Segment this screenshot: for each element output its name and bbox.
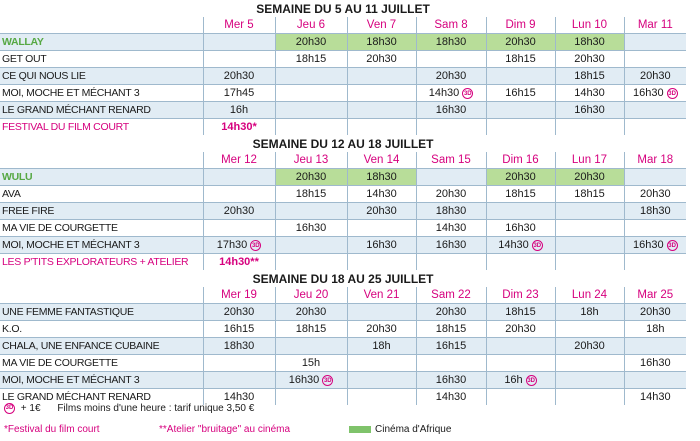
showtime-cell bbox=[416, 169, 486, 186]
showtime-cell bbox=[203, 85, 275, 102]
showtime-cell bbox=[624, 220, 686, 237]
showtime: 14h30* bbox=[221, 121, 257, 133]
showtime: 14h30** bbox=[219, 256, 259, 268]
film-title: LE GRAND MÉCHANT RENARD bbox=[0, 102, 203, 119]
film-row bbox=[0, 237, 686, 254]
showtime: 16h30 bbox=[640, 357, 671, 369]
showtime: 20h30 bbox=[640, 188, 671, 200]
showtime-cell bbox=[347, 169, 416, 186]
showtime: 14h30 bbox=[223, 391, 255, 403]
africa-swatch bbox=[349, 426, 371, 433]
film-row bbox=[0, 304, 686, 321]
showtime-cell bbox=[624, 169, 686, 186]
day-header: Lun 17 bbox=[555, 152, 624, 169]
showtime-cell bbox=[486, 34, 555, 51]
showtime-cell bbox=[275, 85, 347, 102]
showtime: 20h30 bbox=[366, 323, 397, 335]
film-row bbox=[0, 338, 686, 355]
showtime: 14h30 bbox=[498, 239, 529, 251]
week-header-row bbox=[0, 270, 686, 287]
showtime: 16h bbox=[504, 374, 523, 386]
showtime-cell bbox=[624, 389, 686, 406]
showtime-cell bbox=[203, 372, 275, 389]
africa-note: Cinéma d'Afrique bbox=[375, 424, 452, 435]
day-header-spacer bbox=[0, 17, 203, 34]
showtime-cell bbox=[555, 220, 624, 237]
showtime: 20h30 bbox=[435, 70, 467, 82]
film-title: WULU bbox=[0, 169, 203, 186]
showtime: 18h15 bbox=[574, 70, 605, 82]
film-title: AVA bbox=[0, 186, 203, 203]
showtime-cell bbox=[347, 338, 416, 355]
showtime: 20h30 bbox=[295, 306, 327, 318]
showtime: 16h bbox=[229, 104, 249, 116]
week-title: SEMAINE DU 18 AU 25 JUILLET bbox=[0, 270, 686, 287]
showtime-cell bbox=[624, 119, 686, 136]
showtime-cell bbox=[203, 254, 275, 271]
showtime-cell bbox=[624, 51, 686, 68]
showtime: 16h15 bbox=[505, 87, 536, 99]
showtime-cell bbox=[416, 186, 486, 203]
3d-badge-icon: 3D bbox=[526, 375, 537, 386]
showtime-cell bbox=[486, 169, 555, 186]
showtime-cell bbox=[275, 119, 347, 136]
showtime-cell bbox=[416, 203, 486, 220]
showtime-cell bbox=[486, 203, 555, 220]
day-header: Dim 16 bbox=[486, 152, 555, 169]
week-title: SEMAINE DU 12 AU 18 JUILLET bbox=[0, 135, 686, 152]
showtime-cell bbox=[555, 85, 624, 102]
legend-line-1 bbox=[4, 403, 254, 414]
showtime-cell bbox=[203, 220, 275, 237]
showtime-cell bbox=[347, 372, 416, 389]
day-header-spacer bbox=[0, 152, 203, 169]
showtime-cell bbox=[555, 34, 624, 51]
day-header: Sam 15 bbox=[416, 152, 486, 169]
showtime: 16h30 bbox=[295, 222, 327, 234]
showtime: 16h30 bbox=[633, 239, 664, 251]
showtime: 20h30 bbox=[435, 306, 467, 318]
showtime: 20h30 bbox=[295, 36, 327, 48]
showtime-cell bbox=[347, 102, 416, 119]
showtime: 20h30 bbox=[223, 70, 255, 82]
showtime: 20h30 bbox=[223, 306, 255, 318]
showtime: 16h30 bbox=[435, 239, 467, 251]
showtime: 18h30 bbox=[435, 205, 467, 217]
showtime: 18h30 bbox=[366, 171, 397, 183]
showtime: 20h30 bbox=[574, 171, 605, 183]
day-header-row bbox=[0, 152, 686, 169]
showtime: 16h30 bbox=[505, 222, 536, 234]
showtime-cell bbox=[347, 237, 416, 254]
film-row bbox=[0, 372, 686, 389]
showtime-cell bbox=[555, 321, 624, 338]
showtime-cell bbox=[624, 203, 686, 220]
3d-badge-icon: 3D bbox=[322, 375, 333, 386]
showtime-cell bbox=[416, 372, 486, 389]
day-header: Mer 5 bbox=[203, 17, 275, 34]
showtime: 18h bbox=[580, 306, 599, 318]
showtime-cell bbox=[347, 304, 416, 321]
showtime-cell bbox=[275, 338, 347, 355]
showtime-cell bbox=[347, 186, 416, 203]
showtime-cell bbox=[624, 85, 686, 102]
showtime-cell bbox=[347, 254, 416, 271]
showtime-cell bbox=[203, 237, 275, 254]
showtime-cell bbox=[203, 102, 275, 119]
film-row bbox=[0, 254, 686, 271]
day-header: Ven 21 bbox=[347, 287, 416, 304]
showtime-cell bbox=[275, 372, 347, 389]
showtime: 20h30 bbox=[366, 205, 397, 217]
day-header: Sam 22 bbox=[416, 287, 486, 304]
showtime-cell bbox=[486, 338, 555, 355]
day-header: Sam 8 bbox=[416, 17, 486, 34]
showtime: 18h30 bbox=[574, 36, 605, 48]
showtime: 18h15 bbox=[505, 53, 536, 65]
film-row bbox=[0, 355, 686, 372]
showtime-cell bbox=[486, 237, 555, 254]
showtime: 16h30 bbox=[435, 104, 467, 116]
film-row bbox=[0, 51, 686, 68]
showtime: 16h30 bbox=[366, 239, 397, 251]
showtime-cell bbox=[624, 102, 686, 119]
3d-badge-icon: 3D bbox=[532, 240, 543, 251]
showtime: 16h30 bbox=[288, 374, 320, 386]
day-header-row bbox=[0, 287, 686, 304]
showtime: 18h bbox=[372, 340, 391, 352]
day-header: Mer 19 bbox=[203, 287, 275, 304]
film-title: UNE FEMME FANTASTIQUE bbox=[0, 304, 203, 321]
film-row bbox=[0, 119, 686, 136]
showtime-cell bbox=[203, 338, 275, 355]
day-header: Ven 7 bbox=[347, 17, 416, 34]
showtime: 18h30 bbox=[223, 340, 255, 352]
short-films-note: Films moins d'une heure : tarif unique 3,50 € bbox=[57, 403, 255, 415]
showtime-cell bbox=[275, 304, 347, 321]
showtime-cell bbox=[347, 34, 416, 51]
showtime-cell bbox=[275, 254, 347, 271]
3d-badge-icon: 3D bbox=[667, 88, 678, 99]
film-row bbox=[0, 68, 686, 85]
showtime: 18h30 bbox=[366, 36, 397, 48]
showtime-cell bbox=[555, 237, 624, 254]
showtime: 20h30 bbox=[505, 323, 536, 335]
showtime-cell bbox=[347, 321, 416, 338]
showtime: 20h30 bbox=[505, 36, 536, 48]
showtime: 18h30 bbox=[435, 36, 467, 48]
film-title: GET OUT bbox=[0, 51, 203, 68]
showtime-cell bbox=[624, 372, 686, 389]
showtime-cell bbox=[416, 321, 486, 338]
showtime-cell bbox=[486, 186, 555, 203]
3d-badge-icon: 3D bbox=[667, 240, 678, 251]
day-header: Mer 12 bbox=[203, 152, 275, 169]
showtime-cell bbox=[275, 237, 347, 254]
showtime: 18h15 bbox=[505, 188, 536, 200]
day-header: Mar 25 bbox=[624, 287, 686, 304]
showtime-cell bbox=[275, 68, 347, 85]
africa-legend bbox=[349, 424, 451, 435]
showtime-cell bbox=[416, 237, 486, 254]
showtime-cell bbox=[486, 389, 555, 406]
showtime-cell bbox=[555, 389, 624, 406]
showtime-cell bbox=[486, 119, 555, 136]
showtime-cell bbox=[347, 51, 416, 68]
film-title: MA VIE DE COURGETTE bbox=[0, 355, 203, 372]
week-header-row bbox=[0, 135, 686, 152]
showtime: 18h15 bbox=[574, 188, 605, 200]
showtime-cell bbox=[486, 372, 555, 389]
film-row bbox=[0, 203, 686, 220]
showtime-cell bbox=[347, 68, 416, 85]
showtime: 18h bbox=[646, 323, 665, 335]
day-header: Jeu 13 bbox=[275, 152, 347, 169]
showtime-cell bbox=[416, 338, 486, 355]
showtime: 20h30 bbox=[366, 53, 397, 65]
showtime-cell bbox=[416, 304, 486, 321]
film-title: MOI, MOCHE ET MÉCHANT 3 bbox=[0, 237, 203, 254]
showtime: 20h30 bbox=[295, 171, 327, 183]
showtime-cell bbox=[486, 321, 555, 338]
badge-price: + 1€ bbox=[20, 403, 41, 415]
showtime-cell bbox=[275, 34, 347, 51]
film-title: MA VIE DE COURGETTE bbox=[0, 220, 203, 237]
showtime-cell bbox=[203, 304, 275, 321]
showtime-cell bbox=[203, 34, 275, 51]
showtime-cell bbox=[624, 304, 686, 321]
showtime-cell bbox=[416, 119, 486, 136]
film-title: CHALA, UNE ENFANCE CUBAINE bbox=[0, 338, 203, 355]
film-title: MOI, MOCHE ET MÉCHANT 3 bbox=[0, 372, 203, 389]
showtime-cell bbox=[555, 338, 624, 355]
showtime-cell bbox=[347, 119, 416, 136]
showtime-cell bbox=[555, 102, 624, 119]
showtime: 16h15 bbox=[223, 323, 255, 335]
film-title: WALLAY bbox=[0, 34, 203, 51]
showtime-cell bbox=[555, 169, 624, 186]
day-header: Dim 9 bbox=[486, 17, 555, 34]
film-row bbox=[0, 169, 686, 186]
showtime: 16h30 bbox=[435, 374, 467, 386]
film-row bbox=[0, 85, 686, 102]
showtime-cell bbox=[486, 220, 555, 237]
showtime-cell bbox=[624, 68, 686, 85]
day-header: Mar 11 bbox=[624, 17, 686, 34]
showtime-cell bbox=[416, 254, 486, 271]
showtime-cell bbox=[555, 254, 624, 271]
showtime-cell bbox=[416, 68, 486, 85]
film-row bbox=[0, 186, 686, 203]
day-header: Dim 23 bbox=[486, 287, 555, 304]
showtime-cell bbox=[416, 102, 486, 119]
showtime-cell bbox=[624, 186, 686, 203]
3d-badge-icon: 3D bbox=[462, 88, 473, 99]
film-title: FREE FIRE bbox=[0, 203, 203, 220]
day-header-row bbox=[0, 17, 686, 34]
showtime-cell bbox=[347, 355, 416, 372]
showtime: 20h30 bbox=[435, 188, 467, 200]
film-row bbox=[0, 34, 686, 51]
film-row bbox=[0, 321, 686, 338]
showtime: 14h30 bbox=[435, 391, 467, 403]
showtime-cell bbox=[555, 51, 624, 68]
showtime-cell bbox=[624, 338, 686, 355]
showtime-cell bbox=[624, 254, 686, 271]
showtime: 20h30 bbox=[505, 171, 536, 183]
showtime-cell bbox=[275, 220, 347, 237]
3d-badge-icon: 3D bbox=[250, 240, 261, 251]
showtime-cell bbox=[555, 372, 624, 389]
showtime-cell bbox=[275, 51, 347, 68]
showtime-cell bbox=[275, 203, 347, 220]
showtime: 18h15 bbox=[295, 323, 327, 335]
showtime-cell bbox=[555, 203, 624, 220]
showtime: 15h bbox=[301, 357, 321, 369]
atelier-note: **Atelier "bruitage" au cinéma bbox=[159, 424, 291, 435]
film-title: LES P'TITS EXPLORATEURS + ATELIER bbox=[0, 254, 203, 271]
showtime-cell bbox=[416, 51, 486, 68]
showtime-cell bbox=[555, 68, 624, 85]
showtime-cell bbox=[275, 321, 347, 338]
showtime: 14h30 bbox=[574, 87, 605, 99]
showtime-cell bbox=[203, 119, 275, 136]
showtime-cell bbox=[416, 220, 486, 237]
showtime-cell bbox=[486, 85, 555, 102]
showtime-cell bbox=[203, 51, 275, 68]
showtime-cell bbox=[486, 102, 555, 119]
film-title: K.O. bbox=[0, 321, 203, 338]
showtime: 20h30 bbox=[223, 205, 255, 217]
showtime: 14h30 bbox=[640, 391, 671, 403]
showtime: 14h30 bbox=[428, 87, 460, 99]
showtime-cell bbox=[624, 237, 686, 254]
showtime-cell bbox=[275, 186, 347, 203]
showtime-cell bbox=[555, 186, 624, 203]
showtime: 16h30 bbox=[574, 104, 605, 116]
showtime-cell bbox=[203, 203, 275, 220]
showtime-cell bbox=[203, 186, 275, 203]
film-title: CE QUI NOUS LIE bbox=[0, 68, 203, 85]
showtime-cell bbox=[347, 389, 416, 406]
film-row bbox=[0, 220, 686, 237]
showtime-cell bbox=[347, 203, 416, 220]
showtime-cell bbox=[555, 355, 624, 372]
showtime: 20h30 bbox=[574, 53, 605, 65]
day-header: Jeu 20 bbox=[275, 287, 347, 304]
showtime-cell bbox=[275, 355, 347, 372]
showtime-cell bbox=[486, 304, 555, 321]
showtime-cell bbox=[486, 254, 555, 271]
showtime-cell bbox=[347, 220, 416, 237]
showtime: 20h30 bbox=[574, 340, 605, 352]
showtime-cell bbox=[416, 389, 486, 406]
3d-badge-icon: 3D bbox=[4, 403, 15, 414]
day-header: Lun 24 bbox=[555, 287, 624, 304]
showtime-cell bbox=[624, 355, 686, 372]
showtime: 14h30 bbox=[366, 188, 397, 200]
showtime-cell bbox=[203, 68, 275, 85]
day-header-spacer bbox=[0, 287, 203, 304]
showtime-cell bbox=[486, 355, 555, 372]
film-row bbox=[0, 102, 686, 119]
showtime-cell bbox=[416, 34, 486, 51]
day-header: Mar 18 bbox=[624, 152, 686, 169]
showtime-cell bbox=[203, 169, 275, 186]
legend-line-2 bbox=[4, 424, 694, 435]
film-title: FESTIVAL DU FILM COURT bbox=[0, 119, 203, 136]
showtime-cell bbox=[203, 321, 275, 338]
film-title: MOI, MOCHE ET MÉCHANT 3 bbox=[0, 85, 203, 102]
showtime: 18h30 bbox=[640, 205, 671, 217]
showtime: 16h15 bbox=[435, 340, 467, 352]
showtime: 17h45 bbox=[223, 87, 255, 99]
day-header: Lun 10 bbox=[555, 17, 624, 34]
showtime-cell bbox=[416, 85, 486, 102]
showtime-cell bbox=[275, 389, 347, 406]
showtime-cell bbox=[486, 51, 555, 68]
showtime-cell bbox=[624, 321, 686, 338]
showtime-cell bbox=[555, 304, 624, 321]
showtime: 18h15 bbox=[435, 323, 467, 335]
showtime: 17h30 bbox=[216, 239, 248, 251]
showtime-cell bbox=[203, 355, 275, 372]
showtime: 18h15 bbox=[295, 53, 327, 65]
showtime-cell bbox=[347, 85, 416, 102]
showtime: 16h30 bbox=[633, 87, 664, 99]
showtime: 14h30 bbox=[435, 222, 467, 234]
showtime-cell bbox=[555, 119, 624, 136]
showtime-cell bbox=[486, 68, 555, 85]
showtime: 20h30 bbox=[640, 70, 671, 82]
showtime-cell bbox=[275, 102, 347, 119]
showtime-cell bbox=[275, 169, 347, 186]
showtime: 20h30 bbox=[640, 306, 671, 318]
showtime: 18h15 bbox=[505, 306, 536, 318]
week-title: SEMAINE DU 5 AU 11 JUILLET bbox=[0, 0, 686, 17]
week-header-row bbox=[0, 0, 686, 17]
festival-note: *Festival du film court bbox=[4, 424, 100, 435]
showtime-cell bbox=[416, 355, 486, 372]
showtime: 18h15 bbox=[295, 188, 327, 200]
showtime-cell bbox=[624, 34, 686, 51]
film-title: LE GRAND MÉCHANT RENARD bbox=[0, 389, 203, 406]
day-header: Ven 14 bbox=[347, 152, 416, 169]
day-header: Jeu 6 bbox=[275, 17, 347, 34]
